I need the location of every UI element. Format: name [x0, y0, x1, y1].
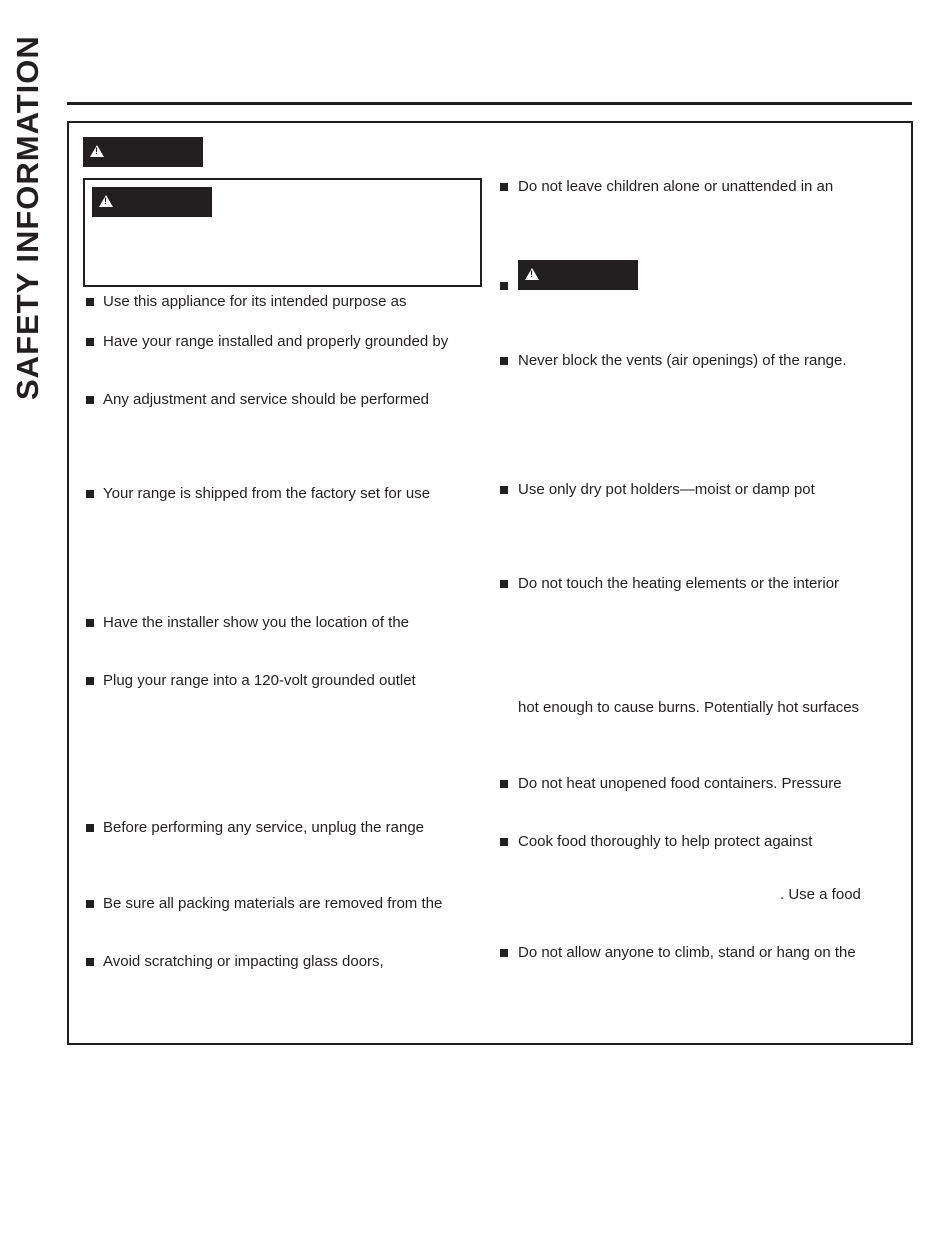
warning-triangle-icon — [90, 145, 104, 157]
square-bullet-icon — [86, 958, 94, 966]
left-item-9: Avoid scratching or impacting glass doors, — [103, 953, 384, 970]
left-item-1: Use this appliance for its intended purpose as — [103, 293, 407, 310]
left-item-5: Have the installer show you the location of the — [103, 614, 410, 631]
warning-badge-inner — [92, 187, 212, 217]
left-item-3: Any adjustment and service should be performed — [103, 391, 430, 408]
left-item-8: Be sure all packing materials are removed from the — [103, 895, 443, 912]
right-item-fragment: . Use a food — [780, 886, 861, 903]
square-bullet-icon — [500, 580, 508, 588]
square-bullet-icon — [500, 838, 508, 846]
top-rule — [67, 102, 912, 105]
left-item-6: Plug your range into a 120-volt grounded outlet — [103, 672, 416, 689]
left-item-7: Before performing any service, unplug the range — [103, 819, 425, 836]
square-bullet-icon — [500, 282, 508, 290]
right-item-6: Cook food thoroughly to help protect against — [518, 833, 813, 850]
warning-triangle-icon — [99, 195, 113, 207]
square-bullet-icon — [86, 396, 94, 404]
square-bullet-icon — [500, 780, 508, 788]
left-item-2: Have your range installed and properly grounded by — [103, 333, 449, 350]
square-bullet-icon — [86, 338, 94, 346]
right-item-2: Never block the vents (air openings) of the range. — [518, 352, 847, 369]
right-item-5: Do not heat unopened food containers. Pressure — [518, 775, 842, 792]
square-bullet-icon — [86, 900, 94, 908]
square-bullet-icon — [86, 824, 94, 832]
square-bullet-icon — [500, 486, 508, 494]
square-bullet-icon — [500, 183, 508, 191]
right-item-3: Use only dry pot holders—moist or damp pot — [518, 481, 815, 498]
warning-triangle-icon — [525, 268, 539, 280]
warning-badge-main — [83, 137, 203, 167]
section-side-title: SAFETY INFORMATION — [10, 35, 45, 400]
right-item-1: Do not leave children alone or unattended in an — [518, 178, 834, 195]
square-bullet-icon — [86, 619, 94, 627]
left-item-4: Your range is shipped from the factory set for use — [103, 485, 431, 502]
square-bullet-icon — [86, 490, 94, 498]
square-bullet-icon — [500, 357, 508, 365]
right-item-7: Do not allow anyone to climb, stand or hang on the — [518, 944, 856, 961]
square-bullet-icon — [86, 298, 94, 306]
square-bullet-icon — [500, 949, 508, 957]
right-item-4: Do not touch the heating elements or the interior — [518, 575, 840, 592]
right-item-continuation: hot enough to cause burns. Potentially hot surfaces — [518, 699, 860, 716]
square-bullet-icon — [86, 677, 94, 685]
warning-badge-right — [518, 260, 638, 290]
